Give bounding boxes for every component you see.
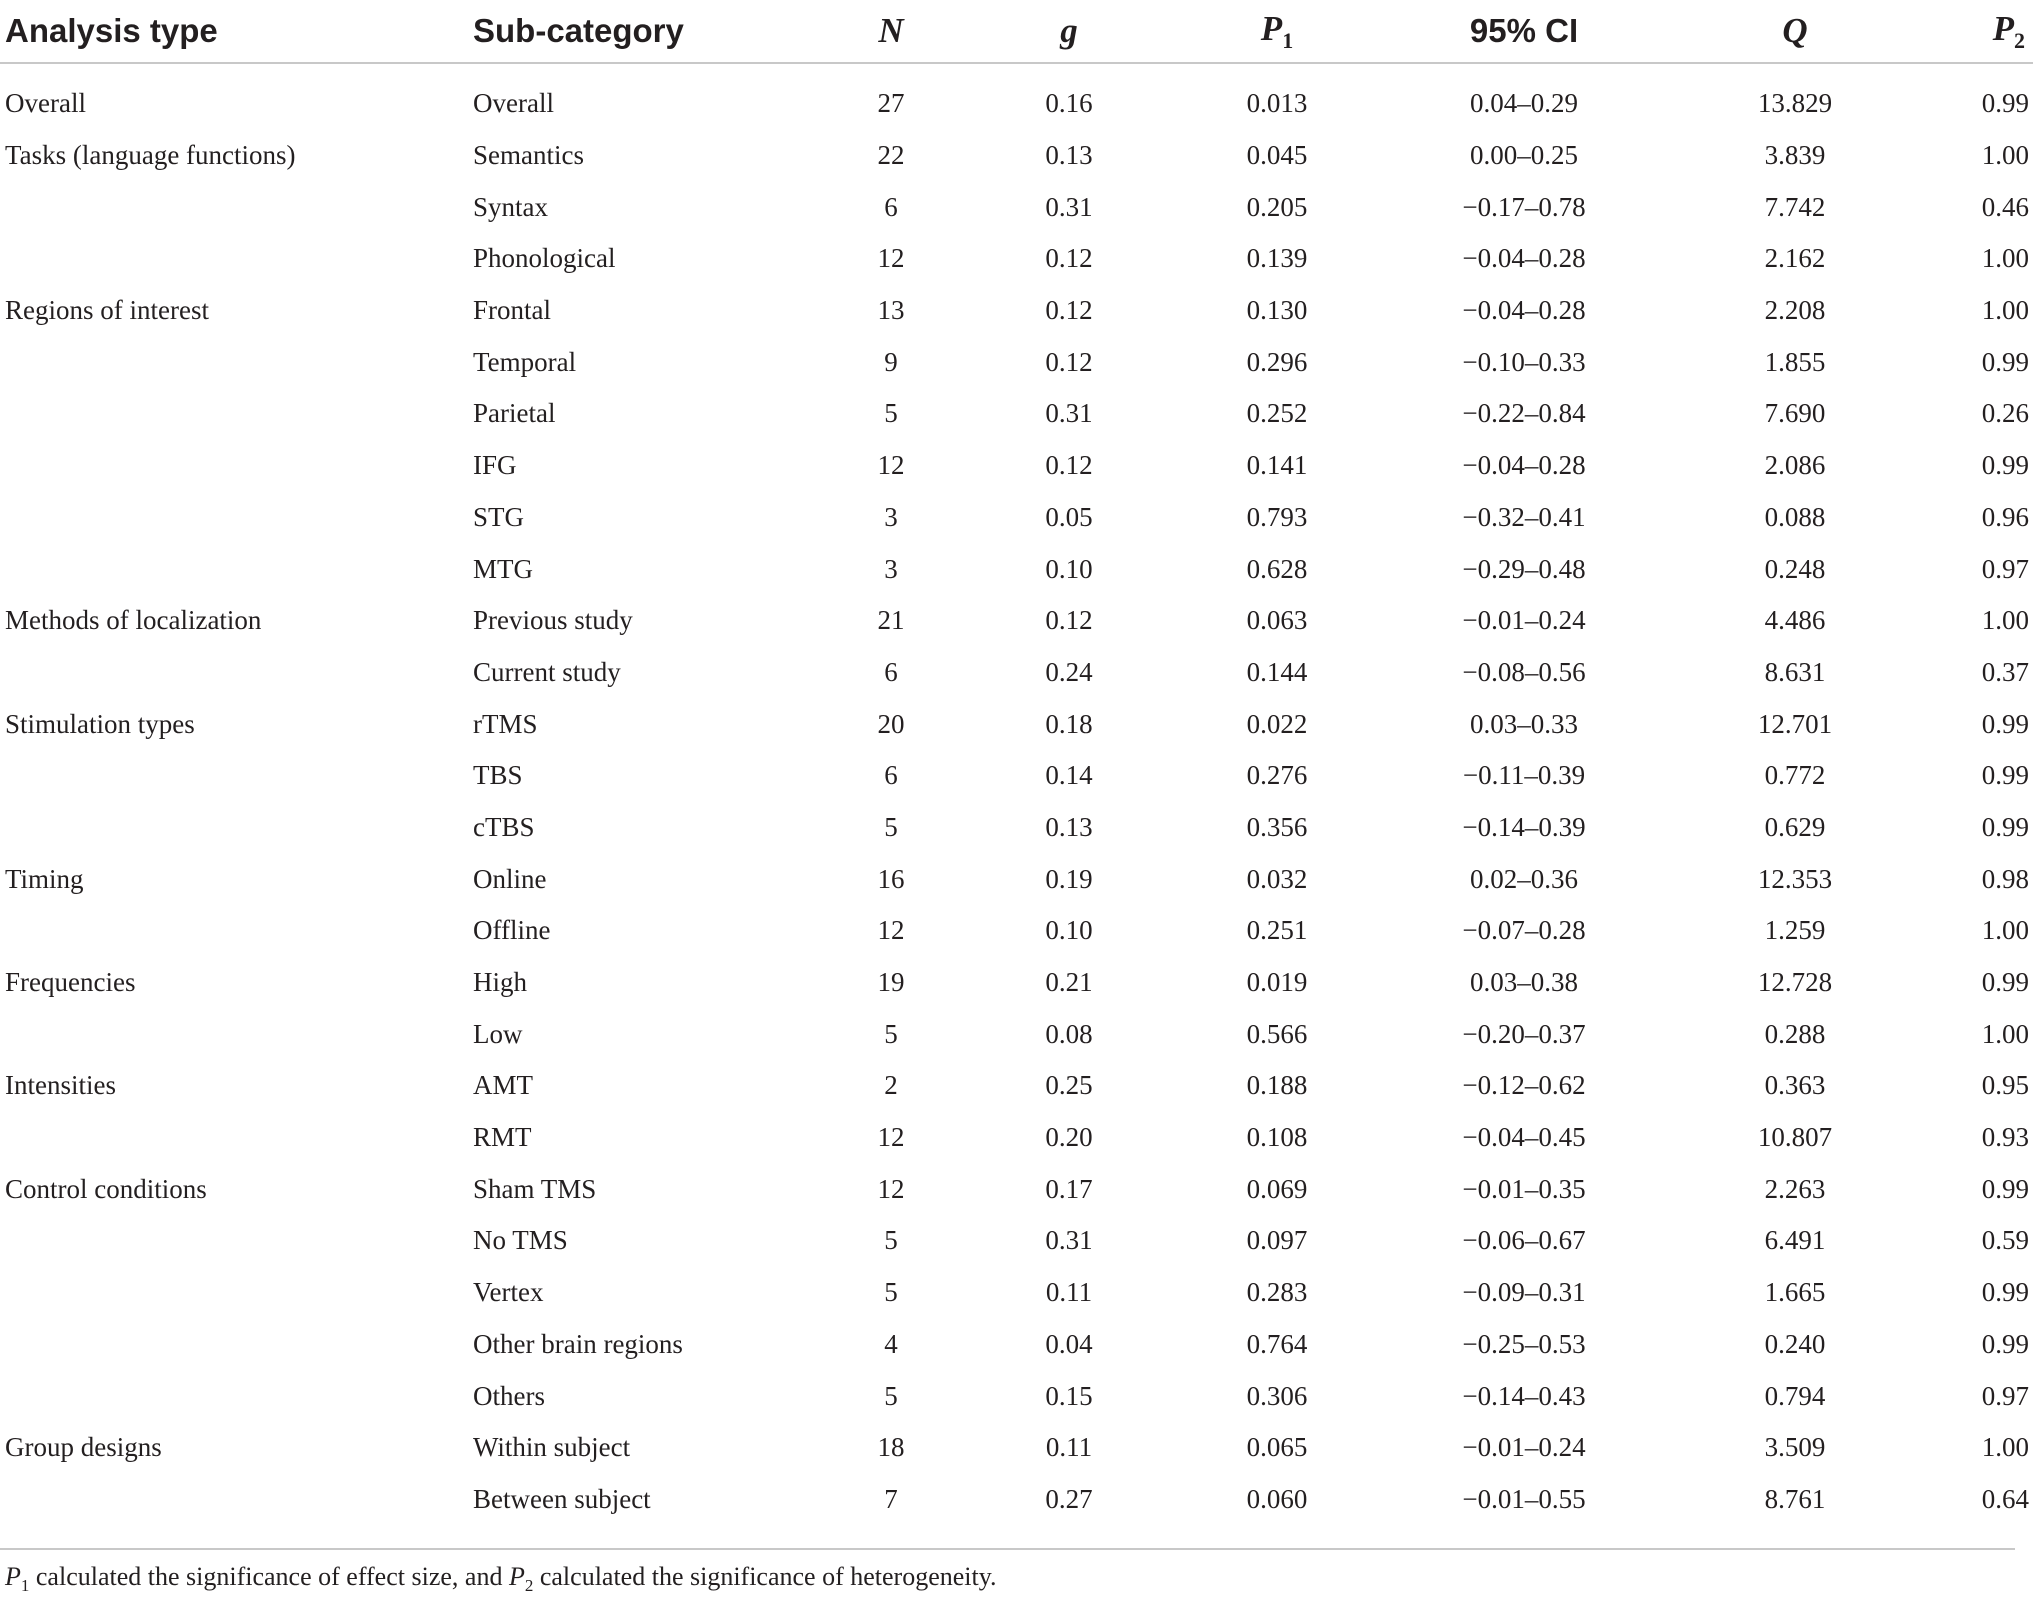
cell-p2: 0.99 (1981, 1173, 2029, 1204)
cell-95-ci: −0.29–0.48 (1462, 553, 1586, 584)
table-row (0, 1163, 2033, 1215)
cell-p2: 0.97 (1981, 553, 2029, 584)
cell-analysis-type (0, 1267, 473, 1319)
cell-sub-category: Offline (473, 915, 551, 946)
cell-p1: 0.108 (1246, 1122, 1308, 1153)
table-row (0, 905, 2033, 957)
cell-p1: 0.566 (1246, 1018, 1308, 1049)
table-row (0, 336, 2033, 388)
cell-sub-category: Syntax (473, 191, 549, 222)
cell-analysis-type (0, 388, 473, 440)
table-header (0, 0, 2033, 63)
cell-p1: 0.065 (1246, 1432, 1308, 1463)
cell-g: 0.19 (1045, 863, 1093, 894)
cell-analysis-type (0, 1112, 473, 1164)
cell-95-ci: −0.12–0.62 (1462, 1070, 1586, 1101)
cell-95-ci: −0.11–0.39 (1462, 760, 1586, 791)
cell-p1: 0.251 (1246, 915, 1308, 946)
cell-p1: 0.069 (1246, 1173, 1308, 1204)
cell-q: 12.728 (1757, 967, 1833, 998)
cell-g: 0.13 (1045, 140, 1093, 171)
cell-p2: 1.00 (1981, 605, 2029, 636)
cell-95-ci: −0.04–0.28 (1462, 295, 1586, 326)
cell-n: 21 (877, 605, 905, 636)
cell-p2: 0.99 (1981, 811, 2029, 842)
table-row (0, 181, 2033, 233)
cell-p1: 0.139 (1246, 243, 1308, 274)
cell-p2: 0.99 (1981, 88, 2029, 119)
cell-95-ci: −0.20–0.37 (1462, 1018, 1586, 1049)
cell-sub-category: Parietal (473, 398, 556, 429)
cell-g: 0.08 (1045, 1018, 1093, 1049)
table-row (0, 233, 2033, 285)
cell-q: 0.363 (1764, 1070, 1826, 1101)
cell-g: 0.12 (1045, 450, 1093, 481)
table-body (0, 63, 2033, 1533)
cell-n: 5 (884, 1380, 898, 1411)
cell-p2: 0.26 (1981, 398, 2029, 429)
cell-95-ci: 0.03–0.33 (1470, 708, 1578, 739)
cell-sub-category: Other brain regions (473, 1328, 683, 1359)
cell-sub-category: Online (473, 863, 547, 894)
cell-sub-category: Others (473, 1380, 545, 1411)
table-row (0, 440, 2033, 492)
footnote-text-b: calculated the significance of heterogeneity. (533, 1562, 997, 1591)
cell-g: 0.21 (1045, 967, 1093, 998)
cell-p2: 0.95 (1981, 1070, 2029, 1101)
table-row (0, 1319, 2033, 1371)
table-row (0, 285, 2033, 337)
cell-sub-category: Between subject (473, 1483, 651, 1514)
cell-g: 0.12 (1045, 295, 1093, 326)
cell-p1: 0.144 (1246, 656, 1308, 687)
cell-n: 5 (884, 1277, 898, 1308)
cell-n: 3 (884, 501, 898, 532)
cell-analysis-type (0, 802, 473, 854)
footnote-text-a: calculated the significance of effect size, and (29, 1562, 509, 1591)
cell-p1: 0.032 (1246, 863, 1308, 894)
footnote-p1-letter: P (5, 1562, 21, 1591)
header-n: N (823, 0, 959, 63)
cell-95-ci: −0.14–0.39 (1462, 811, 1586, 842)
cell-n: 22 (877, 140, 905, 171)
cell-analysis-type: Stimulation types (5, 708, 195, 739)
cell-n: 6 (884, 191, 898, 222)
cell-sub-category: Frontal (473, 295, 551, 326)
cell-p1: 0.022 (1246, 708, 1308, 739)
cell-p1: 0.356 (1246, 811, 1308, 842)
cell-p2: 0.99 (1981, 450, 2029, 481)
cell-95-ci: −0.32–0.41 (1462, 501, 1586, 532)
cell-p1: 0.188 (1246, 1070, 1308, 1101)
table-row (0, 1215, 2033, 1267)
cell-sub-category: TBS (473, 760, 523, 791)
cell-p2: 1.00 (1981, 1432, 2029, 1463)
header-g: g (959, 0, 1179, 63)
cell-analysis-type: Timing (5, 863, 84, 894)
cell-p1: 0.130 (1246, 295, 1308, 326)
cell-analysis-type (0, 440, 473, 492)
cell-q: 2.263 (1764, 1173, 1826, 1204)
cell-g: 0.31 (1045, 398, 1093, 429)
cell-q: 12.701 (1757, 708, 1833, 739)
cell-sub-category: RMT (473, 1122, 532, 1153)
cell-p1: 0.019 (1246, 967, 1308, 998)
header-analysis-type: Analysis type (0, 0, 473, 63)
cell-p2: 0.97 (1981, 1380, 2029, 1411)
table-row (0, 1474, 2033, 1534)
cell-q: 0.288 (1764, 1018, 1826, 1049)
table-row (0, 492, 2033, 544)
cell-g: 0.14 (1045, 760, 1093, 791)
cell-p2: 0.93 (1981, 1122, 2029, 1153)
cell-p1: 0.063 (1246, 605, 1308, 636)
cell-n: 5 (884, 811, 898, 842)
cell-p2: 0.98 (1981, 863, 2029, 894)
cell-q: 8.631 (1764, 656, 1826, 687)
header-p2-subscript: 2 (2014, 27, 2025, 53)
cell-95-ci: −0.07–0.28 (1462, 915, 1586, 946)
cell-sub-category: IFG (473, 450, 517, 481)
cell-n: 12 (877, 450, 905, 481)
cell-p1: 0.252 (1246, 398, 1308, 429)
cell-p2: 0.99 (1981, 760, 2029, 791)
table-row (0, 853, 2033, 905)
cell-p2: 1.00 (1981, 140, 2029, 171)
cell-sub-category: Vertex (473, 1277, 544, 1308)
cell-p2: 0.99 (1981, 708, 2029, 739)
table-row (0, 1112, 2033, 1164)
cell-analysis-type (0, 336, 473, 388)
cell-q: 0.240 (1764, 1328, 1826, 1359)
table-row (0, 1422, 2033, 1474)
cell-95-ci: −0.01–0.55 (1462, 1483, 1586, 1514)
header-sub-category: Sub-category (473, 0, 823, 63)
cell-95-ci: −0.22–0.84 (1462, 398, 1586, 429)
cell-p2: 1.00 (1981, 1018, 2029, 1049)
header-p1-letter: P (1260, 8, 1283, 48)
cell-sub-category: cTBS (473, 811, 535, 842)
cell-95-ci: −0.01–0.35 (1462, 1173, 1586, 1204)
header-p1 (1179, 0, 1375, 63)
cell-g: 0.13 (1045, 811, 1093, 842)
header-row (0, 0, 2033, 63)
cell-n: 5 (884, 1018, 898, 1049)
cell-95-ci: −0.01–0.24 (1462, 605, 1586, 636)
cell-n: 9 (884, 346, 898, 377)
cell-q: 12.353 (1757, 863, 1833, 894)
cell-analysis-type (0, 1474, 473, 1534)
table-row (0, 698, 2033, 750)
cell-sub-category: Semantics (473, 140, 584, 171)
table-row (0, 63, 2033, 130)
cell-analysis-type (0, 181, 473, 233)
cell-n: 20 (877, 708, 905, 739)
cell-n: 16 (877, 863, 905, 894)
cell-analysis-type (0, 233, 473, 285)
cell-p1: 0.793 (1246, 501, 1308, 532)
cell-q: 2.086 (1764, 450, 1826, 481)
footnote-p2-letter: P (508, 1562, 525, 1591)
cell-analysis-type: Intensities (5, 1070, 116, 1101)
cell-95-ci: −0.17–0.78 (1462, 191, 1586, 222)
cell-p1: 0.628 (1246, 553, 1308, 584)
cell-p1: 0.097 (1246, 1225, 1308, 1256)
cell-n: 7 (884, 1483, 898, 1514)
header-q: Q (1673, 0, 1917, 63)
cell-p1: 0.060 (1246, 1483, 1308, 1514)
cell-n: 18 (877, 1432, 905, 1463)
cell-95-ci: −0.01–0.24 (1462, 1432, 1586, 1463)
cell-p1: 0.045 (1246, 140, 1308, 171)
cell-n: 4 (884, 1328, 898, 1359)
table-row (0, 750, 2033, 802)
cell-g: 0.17 (1045, 1173, 1093, 1204)
table-row (0, 802, 2033, 854)
cell-q: 0.629 (1764, 811, 1826, 842)
cell-q: 1.259 (1764, 915, 1826, 946)
cell-q: 2.208 (1764, 295, 1826, 326)
cell-g: 0.10 (1045, 553, 1093, 584)
cell-n: 5 (884, 398, 898, 429)
table-row (0, 543, 2033, 595)
cell-q: 0.794 (1764, 1380, 1826, 1411)
cell-g: 0.11 (1045, 1432, 1093, 1463)
cell-g: 0.12 (1045, 243, 1093, 274)
table-row (0, 130, 2033, 182)
cell-q: 3.509 (1764, 1432, 1826, 1463)
cell-g: 0.11 (1045, 1277, 1093, 1308)
cell-p1: 0.141 (1246, 450, 1308, 481)
cell-g: 0.31 (1045, 1225, 1093, 1256)
cell-q: 13.829 (1757, 88, 1833, 119)
footnote-p2-subscript: 2 (524, 1576, 534, 1596)
cell-sub-category: Low (473, 1018, 523, 1049)
cell-q: 0.772 (1764, 760, 1826, 791)
cell-g: 0.18 (1045, 708, 1093, 739)
cell-q: 6.491 (1764, 1225, 1826, 1256)
cell-n: 12 (877, 1122, 905, 1153)
table-row (0, 1008, 2033, 1060)
cell-p2: 1.00 (1981, 915, 2029, 946)
cell-n: 6 (884, 760, 898, 791)
cell-p2: 0.46 (1981, 191, 2029, 222)
cell-g: 0.10 (1045, 915, 1093, 946)
table-row (0, 1370, 2033, 1422)
cell-sub-category: MTG (473, 553, 533, 584)
cell-sub-category: rTMS (473, 708, 538, 739)
cell-g: 0.27 (1045, 1483, 1093, 1514)
cell-analysis-type (0, 543, 473, 595)
cell-sub-category: AMT (473, 1070, 533, 1101)
cell-95-ci: −0.25–0.53 (1462, 1328, 1586, 1359)
cell-g: 0.24 (1045, 656, 1093, 687)
cell-g: 0.16 (1045, 88, 1093, 119)
cell-95-ci: 0.02–0.36 (1470, 863, 1578, 894)
cell-p1: 0.764 (1246, 1328, 1308, 1359)
table-footnote (5, 1562, 997, 1596)
cell-95-ci: −0.04–0.45 (1462, 1122, 1586, 1153)
cell-n: 12 (877, 243, 905, 274)
cell-n: 19 (877, 967, 905, 998)
cell-p1: 0.306 (1246, 1380, 1308, 1411)
cell-q: 4.486 (1764, 605, 1826, 636)
cell-q: 7.742 (1764, 191, 1826, 222)
cell-q: 0.088 (1764, 501, 1826, 532)
cell-n: 2 (884, 1070, 898, 1101)
cell-analysis-type (0, 1370, 473, 1422)
cell-analysis-type (0, 492, 473, 544)
cell-sub-category: No TMS (473, 1225, 568, 1256)
cell-p1: 0.296 (1246, 346, 1308, 377)
cell-n: 6 (884, 656, 898, 687)
table-row (0, 1267, 2033, 1319)
cell-analysis-type (0, 750, 473, 802)
cell-analysis-type: Tasks (language functions) (5, 140, 296, 171)
header-p2-letter: P (1992, 8, 2014, 48)
cell-analysis-type (0, 647, 473, 699)
cell-sub-category: Current study (473, 656, 621, 687)
cell-g: 0.20 (1045, 1122, 1093, 1153)
table-row (0, 647, 2033, 699)
cell-g: 0.15 (1045, 1380, 1093, 1411)
cell-sub-category: High (473, 967, 527, 998)
cell-analysis-type: Regions of interest (5, 295, 209, 326)
cell-p2: 0.99 (1981, 1277, 2029, 1308)
cell-95-ci: −0.06–0.67 (1462, 1225, 1586, 1256)
cell-g: 0.25 (1045, 1070, 1093, 1101)
cell-n: 27 (877, 88, 905, 119)
cell-95-ci: −0.09–0.31 (1462, 1277, 1586, 1308)
cell-sub-category: Overall (473, 88, 554, 119)
cell-q: 7.690 (1764, 398, 1826, 429)
cell-q: 1.665 (1764, 1277, 1826, 1308)
cell-p2: 0.99 (1981, 1328, 2029, 1359)
cell-analysis-type: Overall (5, 88, 86, 119)
cell-p1: 0.283 (1246, 1277, 1308, 1308)
cell-95-ci: −0.14–0.43 (1462, 1380, 1586, 1411)
cell-sub-category: Temporal (473, 346, 577, 377)
cell-n: 12 (877, 1173, 905, 1204)
cell-analysis-type (0, 1319, 473, 1371)
cell-analysis-type (0, 905, 473, 957)
cell-sub-category: Within subject (473, 1432, 631, 1463)
cell-p2: 1.00 (1981, 295, 2029, 326)
cell-p2: 1.00 (1981, 243, 2029, 274)
table-bottom-rule (0, 1548, 2015, 1550)
cell-p1: 0.205 (1246, 191, 1308, 222)
cell-p2: 0.99 (1981, 967, 2029, 998)
cell-p2: 0.99 (1981, 346, 2029, 377)
cell-n: 13 (877, 295, 905, 326)
cell-q: 1.855 (1764, 346, 1826, 377)
cell-p2: 0.64 (1981, 1483, 2029, 1514)
cell-sub-category: Phonological (473, 243, 616, 274)
cell-sub-category: Sham TMS (473, 1173, 597, 1204)
cell-g: 0.04 (1045, 1328, 1093, 1359)
cell-p2: 0.59 (1981, 1225, 2029, 1256)
cell-n: 5 (884, 1225, 898, 1256)
cell-n: 12 (877, 915, 905, 946)
cell-analysis-type (0, 1008, 473, 1060)
cell-p1: 0.276 (1246, 760, 1308, 791)
cell-p2: 0.96 (1981, 501, 2029, 532)
cell-n: 3 (884, 553, 898, 584)
cell-sub-category: Previous study (473, 605, 633, 636)
header-p2 (1917, 0, 2033, 63)
cell-q: 2.162 (1764, 243, 1826, 274)
cell-g: 0.12 (1045, 605, 1093, 636)
cell-sub-category: STG (473, 501, 525, 532)
cell-g: 0.31 (1045, 191, 1093, 222)
table-row (0, 388, 2033, 440)
cell-95-ci: 0.04–0.29 (1470, 88, 1578, 119)
cell-q: 0.248 (1764, 553, 1826, 584)
cell-p1: 0.013 (1246, 88, 1308, 119)
cell-q: 10.807 (1757, 1122, 1833, 1153)
cell-analysis-type: Methods of localization (5, 605, 262, 636)
cell-q: 8.761 (1764, 1483, 1826, 1514)
cell-95-ci: −0.10–0.33 (1462, 346, 1586, 377)
table-row (0, 1060, 2033, 1112)
cell-analysis-type (0, 1215, 473, 1267)
table-row (0, 595, 2033, 647)
cell-analysis-type: Frequencies (5, 967, 136, 998)
cell-g: 0.05 (1045, 501, 1093, 532)
cell-95-ci: −0.04–0.28 (1462, 450, 1586, 481)
cell-q: 3.839 (1764, 140, 1826, 171)
header-95-ci: 95% CI (1375, 0, 1673, 63)
cell-g: 0.12 (1045, 346, 1093, 377)
cell-95-ci: −0.04–0.28 (1462, 243, 1586, 274)
table-row (0, 957, 2033, 1009)
cell-analysis-type: Control conditions (5, 1173, 207, 1204)
cell-p2: 0.37 (1981, 656, 2029, 687)
cell-analysis-type: Group designs (5, 1432, 162, 1463)
footnote-p1-subscript: 1 (20, 1576, 30, 1596)
header-p1-subscript: 1 (1282, 27, 1294, 53)
cell-95-ci: 0.03–0.38 (1470, 967, 1578, 998)
cell-95-ci: 0.00–0.25 (1470, 140, 1578, 171)
cell-95-ci: −0.08–0.56 (1462, 656, 1586, 687)
